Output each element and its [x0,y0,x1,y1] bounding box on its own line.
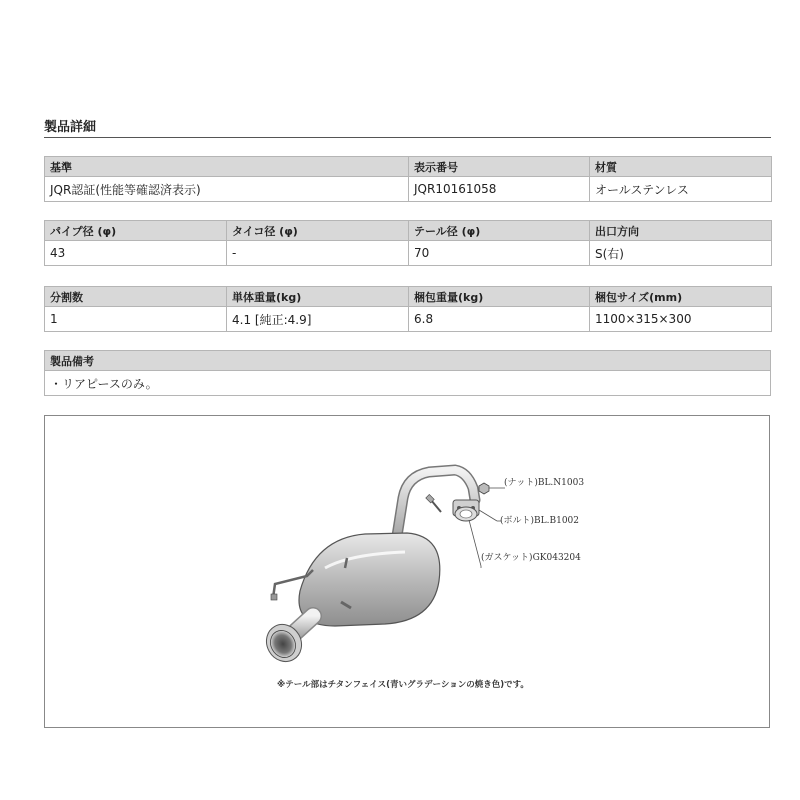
header-pipe-diameter: パイプ径 (φ) [45,221,227,241]
header-standard: 基準 [45,157,409,177]
gasket [455,507,477,521]
value-remarks: ・リアピースのみ。 [45,371,771,396]
nut-icon [479,483,489,494]
table-row [45,177,772,202]
header-split-count: 分割数 [45,287,227,307]
section-title: 製品詳細 [44,120,97,135]
header-package-weight: 梱包重量(kg) [409,287,590,307]
value-material: オールステンレス [590,177,772,202]
header-unit-weight: 単体重量(kg) [227,287,409,307]
value-display-number: JQR10161058 [409,177,590,202]
callout-nut: (ナット)BL.N1003 [504,478,585,488]
section-divider [44,137,771,138]
value-package-weight: 6.8 [409,307,590,332]
table-header-row [45,221,772,241]
header-material: 材質 [590,157,772,177]
table-row [45,371,771,396]
table-header-row [45,157,772,177]
spec-table-dimensions [44,220,772,266]
value-silencer-diameter: - [227,241,409,266]
diagram-note: ※テール部はチタンフェイス(青いグラデーションの焼き色)です。 [277,680,529,690]
spec-table-standard [44,156,772,202]
header-package-size: 梱包サイズ(mm) [590,287,772,307]
value-package-size: 1100×315×300 [590,307,772,332]
table-row [45,307,772,332]
header-silencer-diameter: タイコ径 (φ) [227,221,409,241]
header-display-number: 表示番号 [409,157,590,177]
header-remarks: 製品備考 [45,351,771,371]
spec-table-weights [44,286,772,332]
table-header-row [45,351,771,371]
value-unit-weight: 4.1 [純正:4.9] [227,307,409,332]
header-tail-diameter: テール径 (φ) [409,221,590,241]
callout-gasket: (ガスケット)GK043204 [481,553,581,563]
spec-table-remarks [44,350,771,396]
table-header-row [45,287,772,307]
table-row [45,241,772,266]
value-pipe-diameter: 43 [45,241,227,266]
bolt-icon [426,494,441,512]
value-exit-direction: S(右) [590,241,772,266]
value-standard: JQR認証(性能等確認済表示) [45,177,409,202]
header-exit-direction: 出口方向 [590,221,772,241]
product-diagram [44,415,770,728]
callout-bolt: (ボルト)BL.B1002 [500,516,579,526]
value-split-count: 1 [45,307,227,332]
value-tail-diameter: 70 [409,241,590,266]
